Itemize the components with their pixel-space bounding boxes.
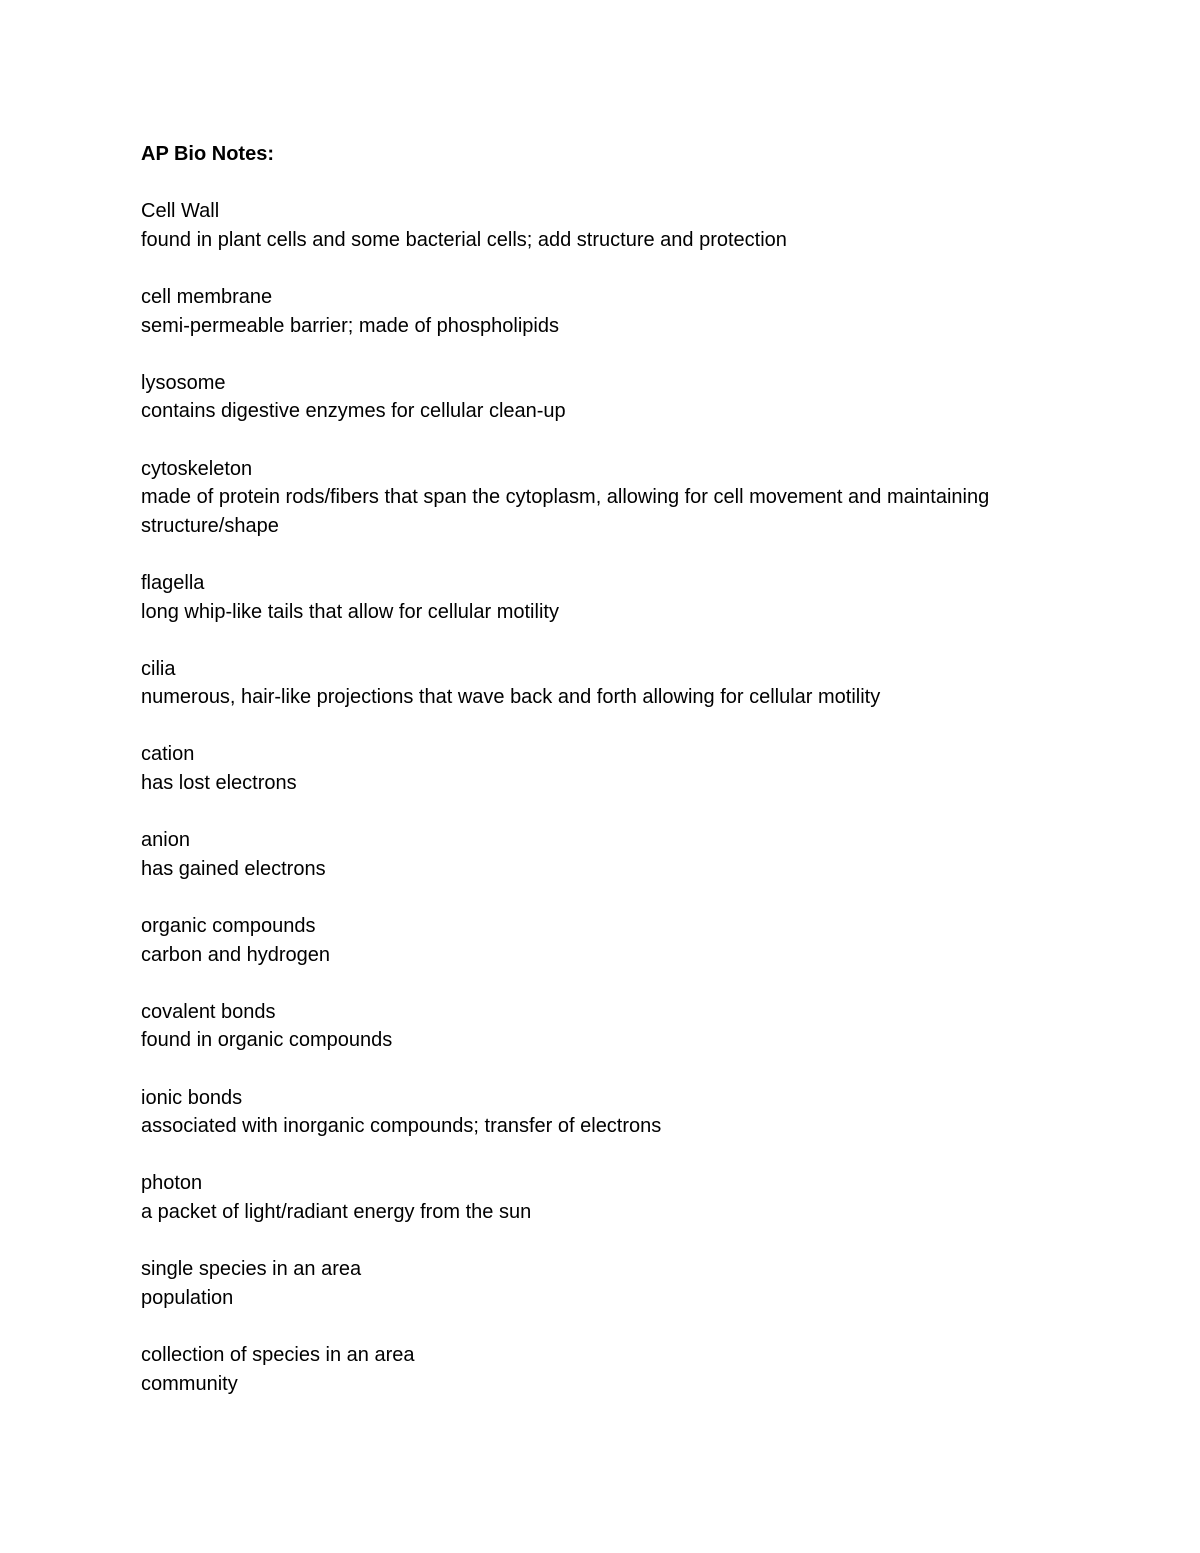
note-entry [141,912,1101,969]
note-term: ionic bonds [141,1086,243,1109]
note-term: Cell Wall [141,200,220,223]
note-entry [141,998,1101,1055]
note-definition: associated with inorganic compounds; transfer of electrons [141,1115,662,1138]
note-definition: contains digestive enzymes for cellular clean-up [141,400,566,423]
note-entry [141,283,1101,340]
note-entry [141,455,1101,541]
note-definition: made of protein rods/fibers that span the cytoplasm, allowing for cell movement and maintaining structure/shape [141,486,990,537]
note-term: single species in an area [141,1258,362,1281]
note-term: flagella [141,571,205,594]
note-entry [141,740,1101,797]
note-definition: community [141,1372,238,1395]
note-definition: has gained electrons [141,857,326,880]
document-title: AP Bio Notes: [141,143,274,165]
note-definition: long whip-like tails that allow for cellular motility [141,600,559,623]
note-entry [141,197,1101,254]
note-entry [141,1255,1101,1312]
note-term: covalent bonds [141,1000,276,1023]
note-term: anion [141,829,190,852]
note-definition: found in organic compounds [141,1029,393,1052]
note-entry [141,369,1101,426]
note-term: cell membrane [141,285,273,308]
document-page [141,140,1101,1427]
note-term: lysosome [141,371,226,394]
note-term: cilia [141,657,176,680]
note-definition: semi-permeable barrier; made of phospholipids [141,314,559,337]
note-entry [141,1341,1101,1398]
note-entry [141,655,1101,712]
notes-list [141,197,1101,1398]
note-term: photon [141,1172,203,1195]
note-term: organic compounds [141,915,316,938]
note-definition: population [141,1286,234,1309]
note-definition: numerous, hair-like projections that wave back and forth allowing for cellular motility [141,686,881,709]
note-term: cytoskeleton [141,457,253,480]
note-term: collection of species in an area [141,1343,415,1366]
note-definition: has lost electrons [141,772,297,795]
note-definition: a packet of light/radiant energy from the sun [141,1200,532,1223]
note-entry [141,1169,1101,1226]
note-entry [141,569,1101,626]
note-entry [141,1084,1101,1141]
note-entry [141,826,1101,883]
note-definition: found in plant cells and some bacterial cells; add structure and protection [141,228,787,251]
note-term: cation [141,743,195,766]
note-definition: carbon and hydrogen [141,943,331,966]
